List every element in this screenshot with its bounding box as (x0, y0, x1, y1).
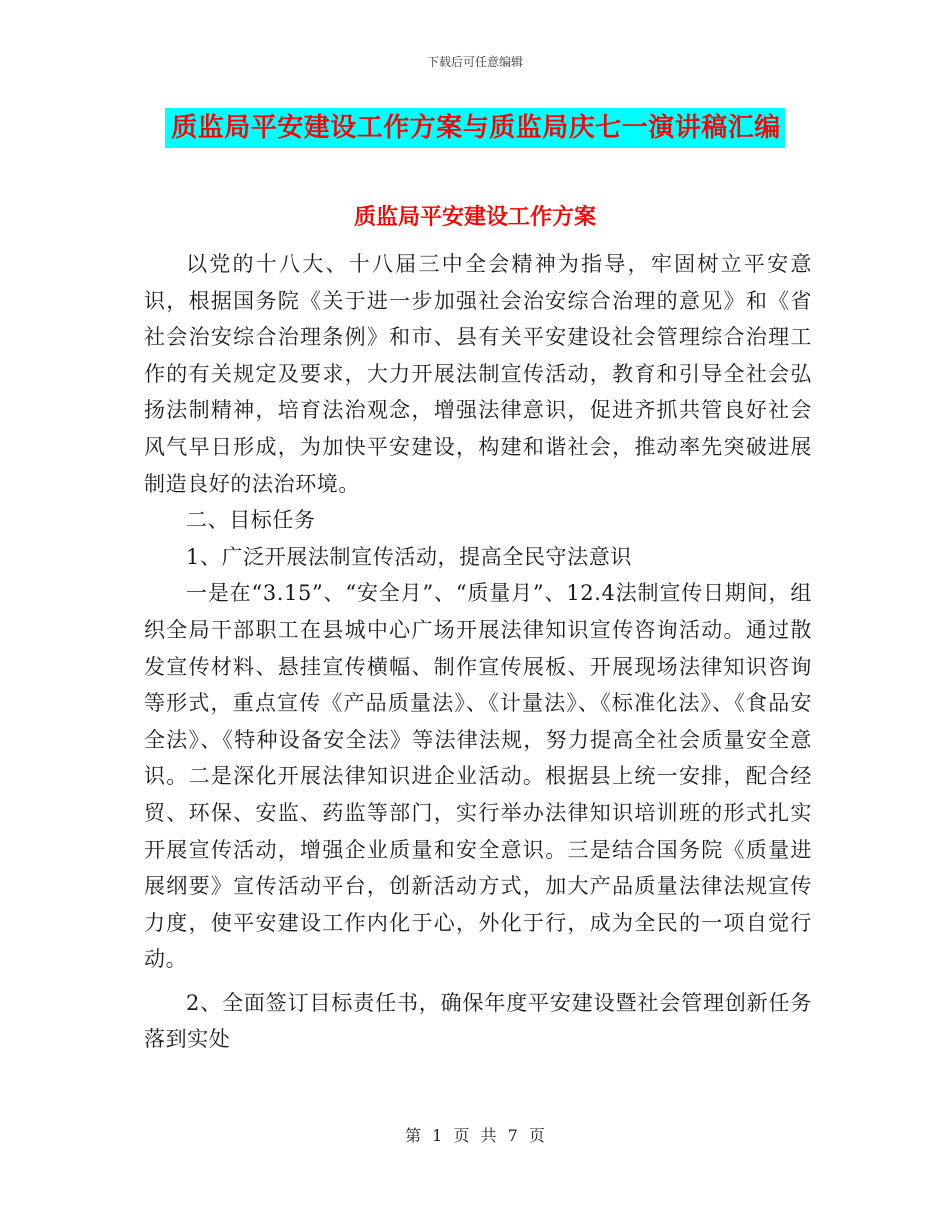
document-main-title: 质监局平安建设工作方案与质监局庆七一演讲稿汇编 (165, 108, 785, 148)
document-body (144, 246, 812, 1058)
section-title: 质监局平安建设工作方案 (353, 204, 596, 230)
body-paragraph: 以党的十八大、十八届三中全会精神为指导，牢固树立平安意识，根据国务院《关于进一步加强社会治安综合治理的意见》和《省社会治安综合治理条例》和市、县有关平安建设社会管理综合治理工作的有关规定及要求，大力开展法制宣传活动，教育和引导全社会弘扬法制精神，培育法治观念，增强法律意识，促进齐抓共管良好社会风气早日形成，为加快平安建设，构建和谐社会，推动率先突破进展制造良好的法治环境。 (144, 252, 812, 496)
body-paragraph-subheading: 1、广泛开展法制宣传活动，提高全民守法意识 (186, 544, 632, 569)
body-paragraph: 一是在“3.15”、“安全月”、“质量月”、12.4法制宣传日期间，组织全局干部职工在县城中心广场开展法律知识宣传咨询活动。通过散发宣传材料、悬挂宣传横幅、制作宣传展板、开展现场法律知识咨询等形式，重点宣传《产品质量法》、《计量法》、《标准化法》、《食品安全法》、《特种设备安全法》等法律法规，努力提高全社会质量安全意识。二是深化开展法律知识进企业活动。根据县上统一安排，配合经贸、环保、安监、药监等部门，实行举办法律知识培训班的形式扎实开展宣传活动，增强企业质量和安全意识。三是结合国务院《质量进展纲要》宣传活动平台，创新活动方式，加大产品质量法律法规宣传力度，使平安建设工作内化于心，外化于行，成为全民的一项自觉行动。 (144, 581, 812, 972)
page-number: 第 1 页 共 7 页 (405, 1126, 545, 1145)
body-paragraph-heading: 二、目标任务 (186, 508, 316, 533)
body-paragraph-subheading: 2、全面签订目标责任书，确保年度平安建设暨社会管理创新任务落到实处 (144, 990, 812, 1052)
main-title-container (0, 108, 950, 148)
page-header-note: 下载后可任意编辑 (426, 55, 523, 69)
